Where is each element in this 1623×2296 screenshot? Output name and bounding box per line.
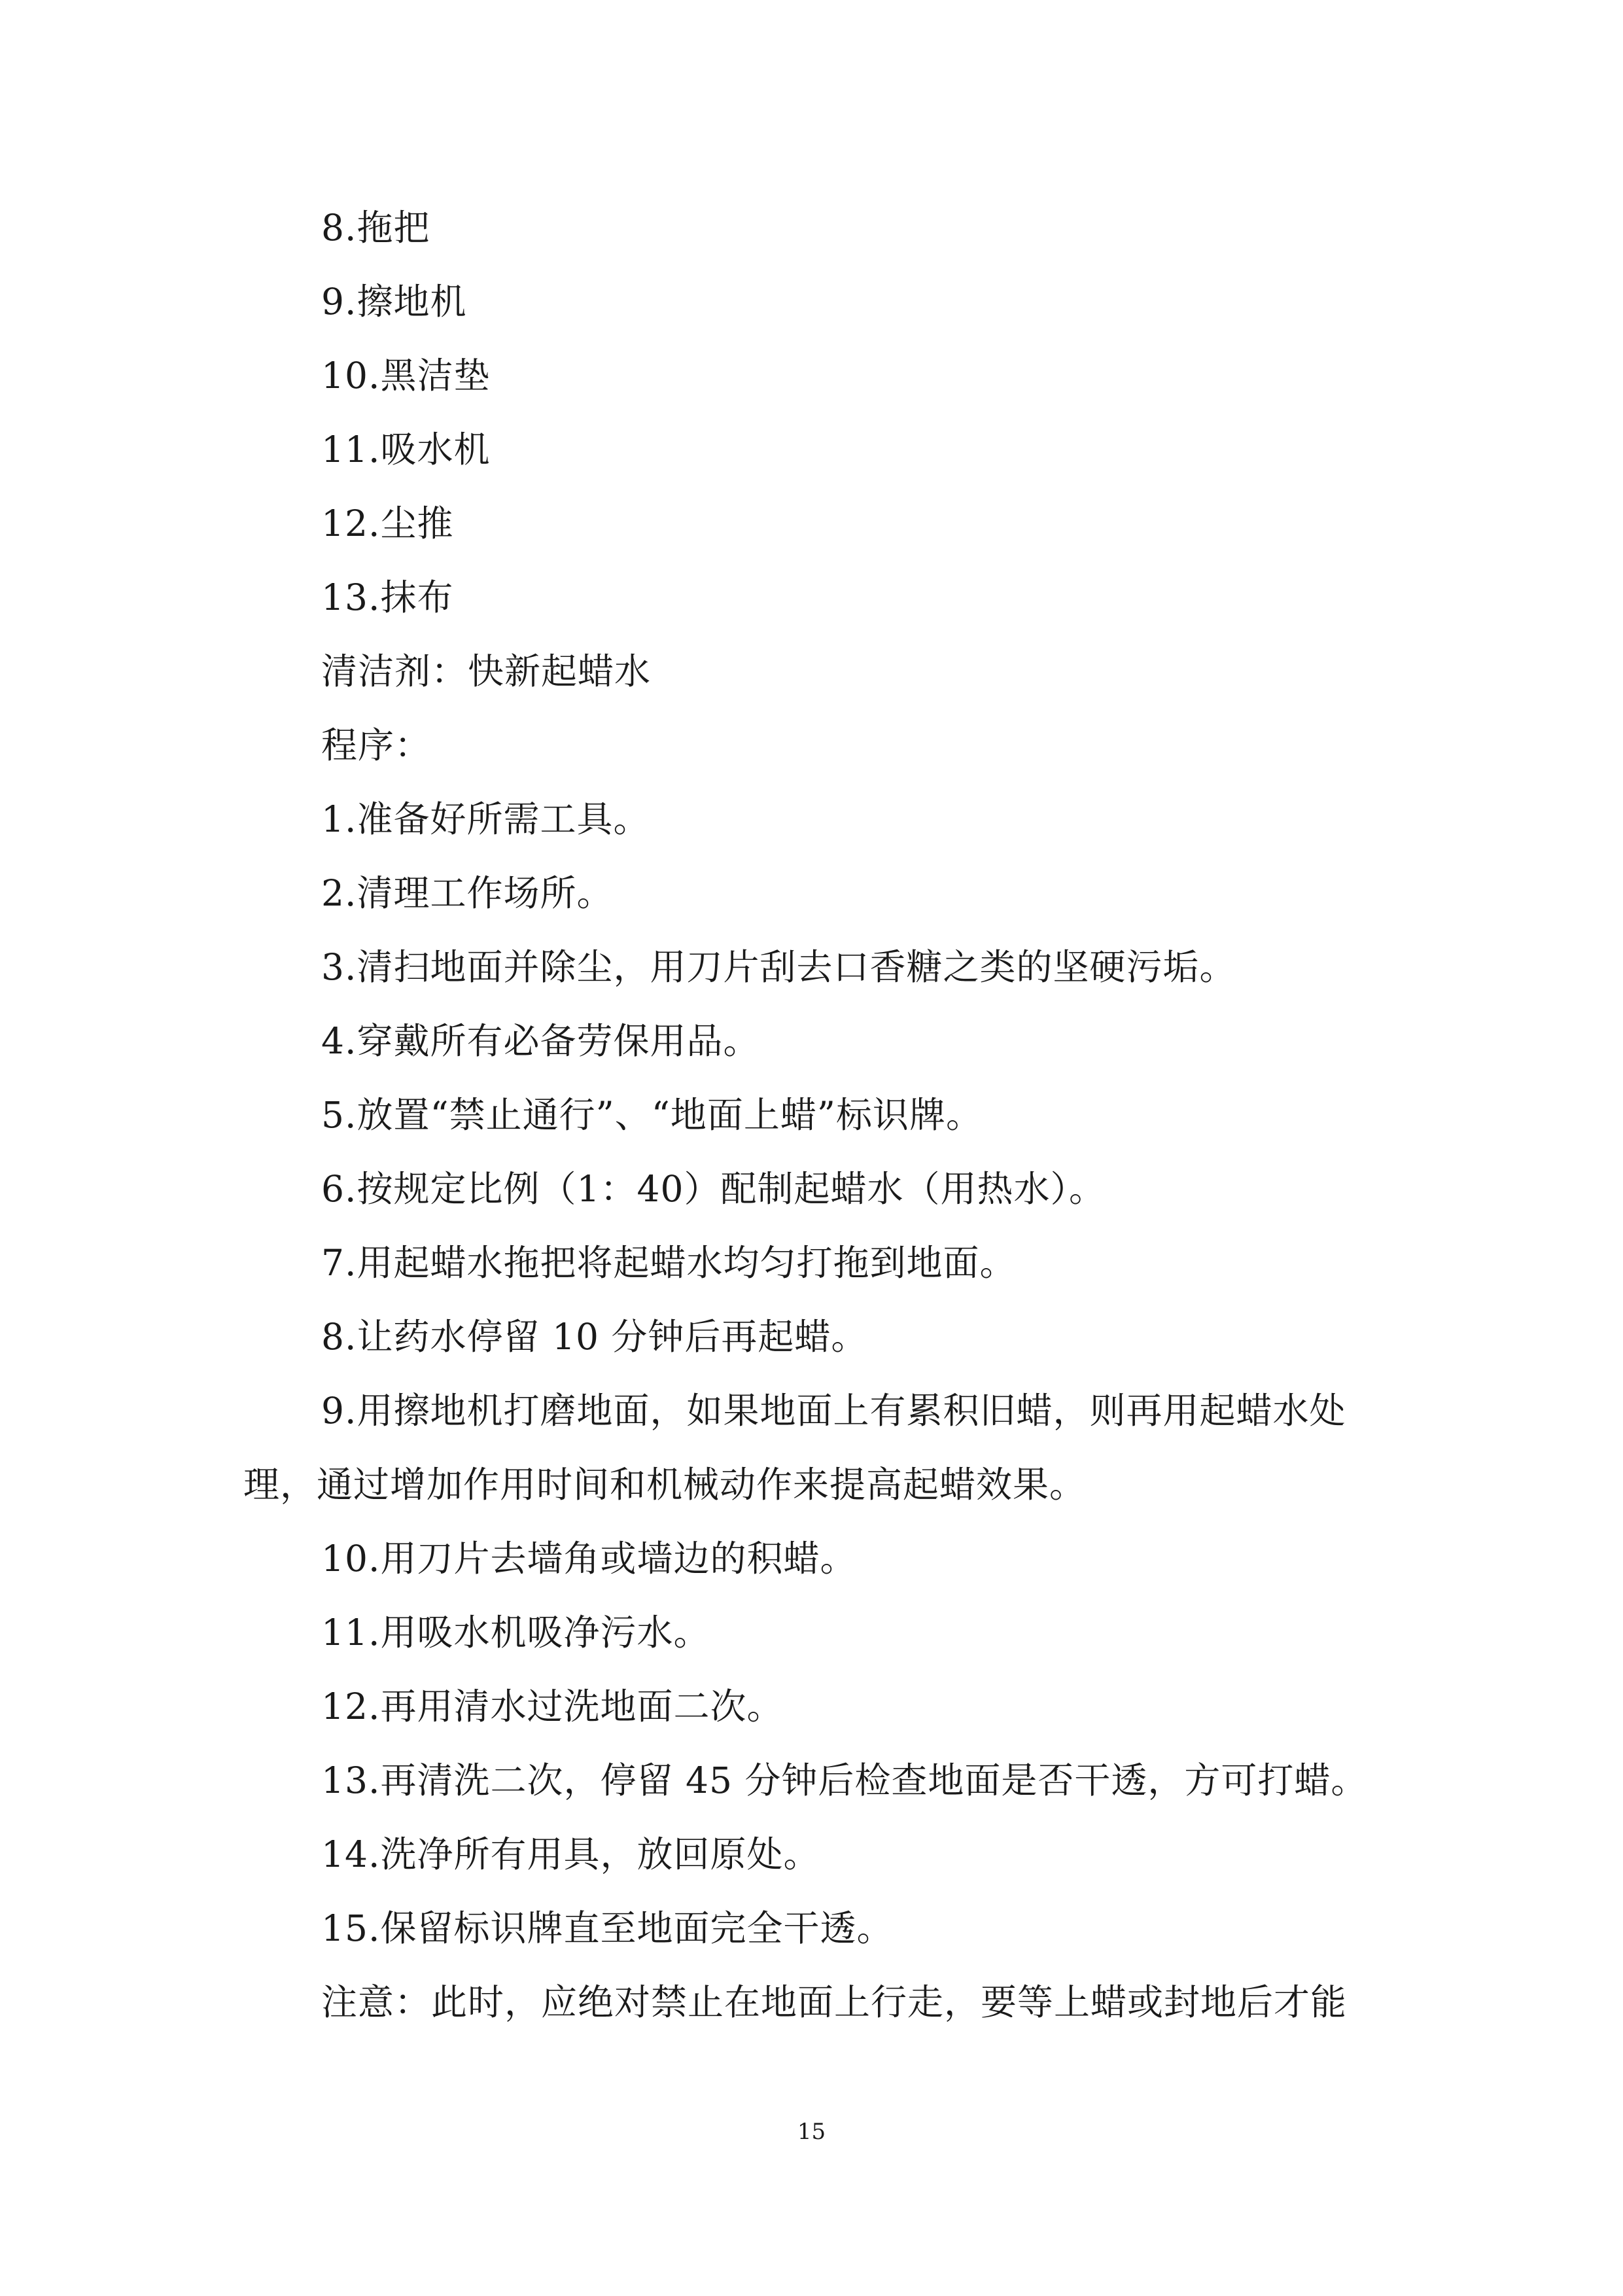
- procedure-step: 9.用擦地机打磨地面，如果地面上有累积旧蜡，则再用起蜡水处: [321, 1390, 1346, 1432]
- procedure-step: 15.保留标识牌直至地面完全干透。: [321, 1907, 894, 1949]
- procedure-step: 13.再清洗二次，停留 45 分钟后检查地面是否干透，方可打蜡。: [321, 1759, 1368, 1801]
- tool-item: 13.抹布: [321, 576, 454, 618]
- note-line: 注意：此时，应绝对禁止在地面上行走，要等上蜡或封地后才能: [321, 1981, 1348, 2023]
- procedure-step: 12.再用清水过洗地面二次。: [321, 1686, 784, 1727]
- procedure-step: 1.准备好所需工具。: [321, 798, 650, 840]
- procedure-step: 7.用起蜡水拖把将起蜡水均匀打拖到地面。: [321, 1242, 1017, 1284]
- tool-item: 9.擦地机: [321, 281, 467, 323]
- tool-item: 11.吸水机: [321, 429, 491, 470]
- procedure-step: 14.洗净所有用具，放回原处。: [321, 1833, 820, 1875]
- procedure-step: 6.按规定比例（1：40）配制起蜡水（用热水）。: [321, 1168, 1106, 1210]
- procedure-title: 程序：: [321, 724, 432, 766]
- procedure-step: 8.让药水停留 10 分钟后再起蜡。: [321, 1316, 868, 1358]
- page-number: 15: [797, 2119, 826, 2145]
- tool-item: 12.尘推: [321, 503, 454, 544]
- procedure-step: 2.清理工作场所。: [321, 872, 614, 914]
- procedure-step: 11.用吸水机吸净污水。: [321, 1612, 710, 1653]
- cleaner-line: 清洁剂：快新起蜡水: [321, 650, 652, 692]
- procedure-step: 3.清扫地面并除尘，用刀片刮去口香糖之类的坚硬污垢。: [321, 946, 1236, 988]
- tool-item: 8.拖把: [321, 207, 430, 249]
- tool-item: 10.黑洁垫: [321, 355, 491, 397]
- procedure-step: 10.用刀片去墙角或墙边的积蜡。: [321, 1538, 857, 1580]
- procedure-step: 5.放置“禁止通行”、“地面上蜡”标识牌。: [321, 1094, 983, 1136]
- procedure-step-continuation: 理，通过增加作用时间和机械动作来提高起蜡效果。: [243, 1464, 1087, 1506]
- procedure-step: 4.穿戴所有必备劳保用品。: [321, 1020, 760, 1062]
- document-body: [243, 191, 1382, 2040]
